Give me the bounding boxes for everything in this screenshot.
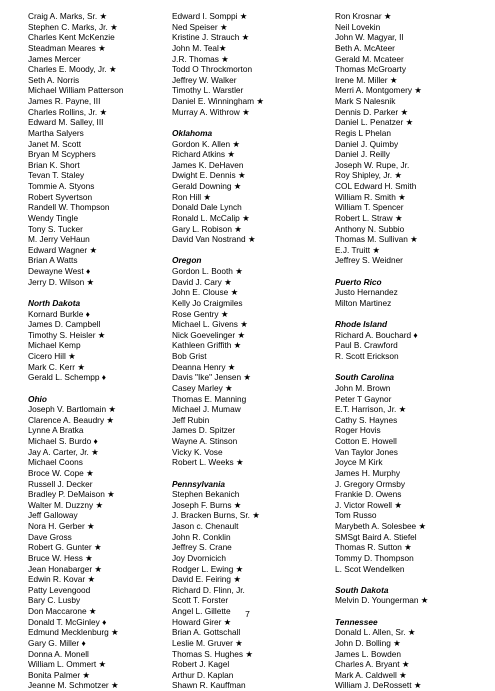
member-name: Edward I. Somppi ★ — [172, 11, 248, 21]
member-name: Gerald L. Schempp ♦ — [28, 372, 107, 383]
member-name: Ned Speiser ★ — [172, 21, 228, 32]
member-name: Charles A. Bryant ★ — [335, 659, 410, 670]
member-name: Thomas E. Manning — [172, 393, 247, 404]
member-name: Robert G. Gunter ★ — [28, 542, 102, 553]
member-name: Richard D. Flinn, Jr. — [172, 584, 245, 595]
member-name: Van Taylor Jones — [335, 446, 398, 457]
state-heading: Rhode Island — [335, 319, 388, 330]
member-name: COL Edward H. Smith — [335, 181, 417, 191]
member-name: Steadman Meares ★ — [28, 42, 106, 53]
member-name: Leslie M. Gruver ★ — [172, 637, 243, 648]
member-name: Thomas McGroarty — [335, 64, 406, 75]
member-name: Howard Girer ★ — [172, 616, 232, 627]
column-1 — [28, 11, 178, 691]
member-name: Charles Rollins, Jr. ★ — [28, 106, 107, 117]
member-name: Walter M. Duzzny ★ — [28, 499, 103, 510]
member-name: Donald T. McGinley ♦ — [28, 616, 107, 627]
member-name: Bary C. Lusby — [28, 595, 81, 606]
state-heading: Ohio — [28, 393, 47, 404]
member-name: Donald L. Allen, Sr. ★ — [335, 627, 416, 638]
member-name: William R. Smith ★ — [335, 191, 406, 202]
member-name: Michael S. Burdo ♦ — [28, 436, 98, 446]
member-name: Daniel J. Quimby — [335, 138, 399, 149]
member-name: Robert Syvertson — [28, 191, 93, 202]
member-name: Jeanne M. Schmotzer ★ — [28, 680, 119, 691]
member-name: Jeffrey W. Walker — [172, 74, 237, 85]
member-name: Gerald Downing ★ — [172, 181, 242, 191]
member-name: Joseph W. Rupe, Jr. — [335, 159, 410, 170]
member-name: Roger Hovis — [335, 425, 381, 436]
spacer — [172, 468, 322, 479]
member-name: Michael L. Givens ★ — [172, 319, 248, 330]
member-name: John E. Clouse ★ — [172, 287, 239, 298]
member-name: M. Jerry VeHaun — [28, 234, 90, 245]
member-name: Nick Goevelinger ★ — [172, 329, 245, 340]
spacer — [28, 383, 178, 394]
member-name: Wayne A. Stinson — [172, 436, 238, 446]
member-name: Charles Kent McKenzie — [28, 32, 115, 43]
state-heading: South Carolina — [335, 372, 395, 383]
member-name: John M. Teal★ — [172, 42, 227, 53]
member-name: Nora H. Gerber ★ — [28, 521, 95, 531]
member-name: R. Scott Erickson — [335, 351, 399, 361]
state-heading: Pennsylvania — [172, 478, 226, 489]
member-name: Roy Shipley, Jr. ★ — [335, 170, 402, 181]
member-name: Donna A. Monell — [28, 648, 89, 659]
member-name: Bob Grist — [172, 351, 207, 361]
member-name: David Van Nostrand ★ — [172, 234, 256, 245]
member-name: Dennis D. Parker ★ — [335, 106, 408, 117]
member-name: Kelly Jo Craigmiles — [172, 297, 243, 308]
member-name: Cicero Hill ★ — [28, 351, 76, 361]
member-name: J. Gregory Ormsby — [335, 478, 406, 489]
member-name: Broce W. Cope ★ — [28, 467, 94, 478]
member-name: Thomas R. Sutton ★ — [335, 542, 412, 553]
member-name: Stephen C. Marks, Jr. ★ — [28, 21, 118, 32]
member-name: Gary G. Miller ♦ — [28, 637, 86, 648]
member-name: Brian K. Short — [28, 159, 80, 170]
member-name: Martha Salyers — [28, 127, 84, 138]
member-name: Jerry D. Wilson ★ — [28, 276, 94, 287]
member-name: Frankie D. Owens — [335, 489, 402, 500]
member-name: Beth A. McAteer — [335, 42, 395, 53]
member-name: Clarence A. Beaudry ★ — [28, 414, 114, 425]
member-name: Brian A Watts — [28, 255, 78, 266]
spacer — [172, 117, 322, 128]
member-name: Justo Hernandez — [335, 287, 398, 298]
spacer — [335, 309, 485, 320]
member-name: Tevan T. Staley — [28, 170, 85, 181]
member-name: Michael William Patterson — [28, 85, 124, 96]
member-name: Gary L. Robison ★ — [172, 223, 242, 234]
member-name: James Mercer — [28, 53, 81, 64]
member-name: Daniel J. Reilly — [335, 149, 390, 160]
member-name: Tommie A. Styons — [28, 181, 95, 191]
member-name: Irene M. Miller ★ — [335, 74, 398, 85]
member-name: Kristine J. Strauch ★ — [172, 32, 250, 43]
member-name: William T. Spencer — [335, 202, 404, 213]
member-name: Dave Gross — [28, 531, 72, 542]
member-name: David E. Feiring ★ — [172, 574, 241, 585]
member-name: William J. DeRossett ★ — [335, 680, 422, 691]
member-name: Donald Dale Lynch — [172, 202, 242, 213]
member-name: Joyce M Kirk — [335, 457, 383, 468]
member-name: James R. Payne, III — [28, 96, 101, 106]
member-name: Todd O Throckmorton — [172, 64, 253, 75]
member-name: Mark C. Kerr ★ — [28, 361, 85, 372]
member-name: Tony S. Tucker — [28, 223, 83, 234]
member-name: Casey Marley ★ — [172, 382, 233, 393]
member-name: Merri A. Montgomery ★ — [335, 85, 422, 96]
member-name: Stephen Bekanich — [172, 489, 240, 500]
spacer — [335, 362, 485, 373]
member-name: Robert L. Weeks ★ — [172, 457, 244, 468]
member-name: Daniel L. Penatzer ★ — [335, 117, 414, 128]
member-name: Michael Coons — [28, 457, 83, 468]
member-name: Davis "Ike" Jensen ★ — [172, 372, 251, 383]
member-name: Gordon K. Allen ★ — [172, 138, 240, 149]
member-name: Anthony N. Subbio — [335, 223, 405, 234]
member-name: Kornard Burkle ♦ — [28, 308, 90, 319]
member-name: John D. Bolling ★ — [335, 637, 401, 648]
member-name: Kathleen Griffith ★ — [172, 340, 242, 351]
member-name: Michael Kemp — [28, 340, 81, 351]
state-heading: Tennessee — [335, 616, 378, 627]
member-name: Tommy D. Thompson — [335, 552, 414, 563]
member-name: Dwight E. Dennis ★ — [172, 170, 246, 181]
member-name: Neil Lovekin — [335, 21, 381, 32]
member-name: Marybeth A. Solesbee ★ — [335, 521, 426, 531]
member-name: Richard Atkins ★ — [172, 149, 235, 160]
member-name: Angel L. Gillette — [172, 606, 231, 616]
member-name: Thomas M. Sullivan ★ — [335, 234, 418, 245]
member-name: Thomas S. Hughes ★ — [172, 648, 253, 659]
member-name: Craig A. Marks, Sr. ★ — [28, 11, 107, 21]
member-name: Richard A. Bouchard ♦ — [335, 329, 418, 340]
member-name: Russell J. Decker — [28, 478, 93, 489]
member-name: Daniel E. Winningham ★ — [172, 96, 264, 106]
member-name: John R. Conklin — [172, 531, 231, 542]
state-heading: Oregon — [172, 255, 202, 266]
member-name: Edwin R. Kovar ★ — [28, 574, 95, 585]
member-name: Dewayne West ♦ — [28, 266, 91, 276]
member-name: James K. DeHaven — [172, 159, 244, 170]
member-name: Lynne A Bratka — [28, 425, 84, 436]
member-name: Charles E. Moody, Jr. ★ — [28, 64, 117, 75]
spacer — [28, 287, 178, 298]
member-name: SMSgt Baird A. Stiefel — [335, 531, 417, 542]
member-name: Ronald L. McCalip ★ — [172, 212, 250, 223]
state-heading: Oklahoma — [172, 127, 213, 138]
member-name: Shawn R. Kauffman — [172, 680, 246, 691]
page-number: 7 — [245, 609, 250, 619]
member-name: Timothy S. Heisler ★ — [28, 329, 106, 340]
member-name: Janet M. Scott — [28, 138, 82, 149]
member-name: Arthur D. Kaplan — [172, 669, 234, 680]
member-name: James D. Campbell — [28, 319, 101, 330]
member-name: Mark A. Caldwell ★ — [335, 669, 407, 680]
member-name: Bradley P. DeMaison ★ — [28, 489, 115, 500]
member-name: Joseph F. Burns ★ — [172, 499, 242, 510]
member-name: John W. Magyar, II — [335, 32, 404, 43]
member-name: J. Bracken Burns, Sr. ★ — [172, 510, 260, 521]
member-name: Jeffrey S. Crane — [172, 542, 232, 553]
member-name: Paul B. Crawford — [335, 340, 398, 351]
member-name: David J. Cary ★ — [172, 276, 232, 287]
member-name: Michael J. Mumaw — [172, 404, 241, 415]
column-3 — [335, 11, 485, 691]
member-name: William L. Ommert ★ — [28, 659, 106, 670]
member-name: Patty Levengood — [28, 584, 91, 595]
spacer — [335, 266, 485, 277]
member-name: Wendy Tingle — [28, 212, 79, 223]
member-name: Bruce W. Hess ★ — [28, 552, 93, 563]
member-name: Ron Hill ★ — [172, 191, 211, 202]
member-name: L. Scot Wendelken — [335, 563, 405, 574]
member-name: Jay A. Carter, Jr. ★ — [28, 446, 99, 457]
column-2 — [172, 11, 322, 691]
member-name: Ron Krosnar ★ — [335, 11, 392, 21]
member-name: Deanna Henry ★ — [172, 361, 236, 372]
member-name: Joseph V. Bartlomain ★ — [28, 404, 116, 415]
member-name: Jason c. Chenault — [172, 521, 239, 531]
member-name: Randell W. Thompson — [28, 202, 110, 213]
member-name: Robert J. Kagel — [172, 659, 230, 670]
member-name: Jean Honabarger ★ — [28, 563, 102, 574]
member-name: Gordon L. Booth ★ — [172, 266, 243, 276]
member-name: Cathy S. Haynes — [335, 414, 398, 425]
member-name: Timothy L. Warstler — [172, 85, 244, 96]
member-name: Gerald M. Mcateer — [335, 53, 404, 64]
state-heading: North Dakota — [28, 297, 81, 308]
member-name: J.R. Thomas ★ — [172, 53, 229, 64]
spacer — [172, 245, 322, 256]
member-name: John M. Brown — [335, 382, 391, 393]
member-name: Edmund Mecklenburg ★ — [28, 627, 119, 638]
state-heading: Puerto Rico — [335, 276, 382, 287]
member-name: James L. Bowden — [335, 648, 401, 659]
member-name: Milton Martinez — [335, 297, 392, 308]
member-name: Jeffrey S. Weidner — [335, 255, 403, 266]
member-name: Robert L. Straw ★ — [335, 212, 403, 223]
member-name: Seth A. Norris — [28, 74, 80, 85]
member-name: Joy Dvornicich — [172, 552, 226, 563]
member-name: James D. Spitzer — [172, 425, 236, 436]
member-name: Melvin D. Youngerman ★ — [335, 595, 429, 606]
member-name: Jeff Galloway — [28, 510, 78, 521]
member-name: Vicky K. Vose — [172, 446, 223, 457]
member-name: Rose Gentry ★ — [172, 308, 229, 319]
member-name: Tom Russo — [335, 510, 377, 521]
member-name: Mark S Nalesnik — [335, 96, 396, 106]
member-name: Bryan M Scyphers — [28, 149, 96, 160]
member-name: James H. Murphy — [335, 467, 401, 478]
member-name: Edward Wagner ★ — [28, 244, 97, 255]
member-name: Rodger L. Ewing ★ — [172, 563, 244, 574]
member-name: Murray A. Withrow ★ — [172, 106, 250, 117]
member-name: J. Victor Rowell ★ — [335, 499, 402, 510]
member-name: Regis L Phelan — [335, 127, 391, 138]
member-name: E.T. Harrison, Jr. ★ — [335, 404, 407, 415]
spacer — [335, 574, 485, 585]
member-name: Don Maccarone ★ — [28, 606, 97, 616]
member-name: E.J. Truitt ★ — [335, 244, 380, 255]
member-name: Brian A. Gottschall — [172, 627, 241, 638]
member-name: Peter T Gaynor — [335, 393, 392, 404]
state-heading: South Dakota — [335, 584, 389, 595]
member-name: Jeff Rubin — [172, 414, 210, 425]
member-name: Bonita Palmer ★ — [28, 669, 90, 680]
member-name: Cotton E. Howell — [335, 436, 397, 446]
member-name: Scott T. Forster — [172, 595, 229, 606]
member-name: Edward M. Salley, III — [28, 117, 104, 128]
